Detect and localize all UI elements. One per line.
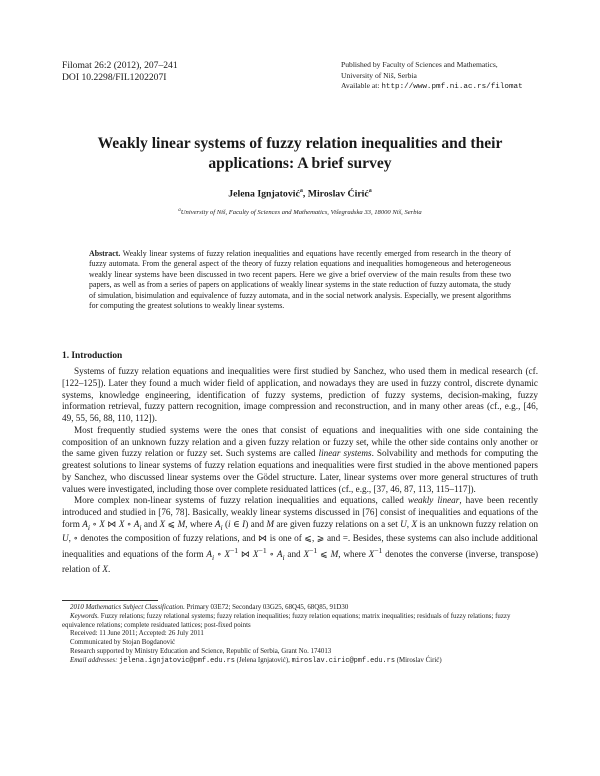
abstract [89, 249, 511, 311]
email-addresses: Email addresses: jelena.ignjatovic@pmf.edu.rs (Jelena Ignjatović), miroslav.ciric@pmf.edu.rs (Miroslav Ćirić) [70, 656, 442, 665]
publisher-line: Published by Faculty of Sciences and Mathematics, [341, 60, 498, 69]
journal-citation: Filomat 26:2 (2012), 207–241 [62, 60, 178, 71]
footnote-divider [62, 600, 158, 601]
doi: DOI 10.2298/FIL1202207I [62, 72, 167, 83]
paragraph-3: More complex non-linear systems of fuzzy relation inequalities and equations, called weakly linear, have been recently introduced and studied in [76, 78]. Basically, weakly linear systems discussed in [76] consist of inequalities and equations of the form $A_i$ ∘ X ⋈ X ∘ $A_i$ and X ⩽ M, where $A_i$ (i ∈ I) and M are given fuzzy relations on a set U, X is an unknown fuzzy relation on U, ∘ denotes the composition of fuzzy relations, and ⋈ is one of ⩽, ⩾ and =. Besides, these systems can also include additional inequalities and equations of the form $A_i$ ∘ $X^{-1}$ ⋈ $X^{-1}$ ∘ $A_i$ and $X^{-1}$ ⩽ M, where $X^{-1}$ denotes the converse (inverse, transpose) relation of X. [62, 495, 539, 574]
author-2: Miroslav Ćirić [307, 188, 369, 200]
journal-header [62, 60, 178, 84]
funding-note: Research supported by Ministry Education and Science, Republic of Serbia, Grant No. 174013 [70, 647, 332, 655]
keywords: Keywords. Fuzzy relations; fuzzy relational systems; fuzzy relation inequalities; fuzzy relation equations; matrix inequalities; residuals of fuzzy relations; fuzzy equivalence relations; complete residuated lattices; post-fixed points [62, 612, 511, 629]
author-1: Jelena Ignjatović [228, 188, 300, 200]
journal-url-link[interactable]: http://www.pmf.ni.ac.rs/filomat [381, 83, 523, 92]
author-2-mark: a [368, 188, 372, 194]
author-separator: , [302, 188, 308, 200]
paragraph-1: Systems of fuzzy relation equations and inequalities were first studied by Sanchez, who used them in medical research (cf. [122–125]). Later they found a much wider field of application, and nowadays they are used in fuzzy control, discrete dynamic systems, knowledge engineering, identification of fuzzy systems, prediction of fuzzy systems, decision-making, fuzzy information retrieval, fuzzy pattern recognition, image compression and reconstruction, and in many other areas (cf., e.g., [46, 49, 55, 56, 88, 110, 112]). [62, 366, 538, 423]
footnotes [62, 604, 538, 666]
available-label: Available at: [341, 81, 380, 91]
abstract-label: Abstract. [89, 249, 121, 258]
email-2-link[interactable]: miroslav.ciric@pmf.edu.rs [291, 656, 395, 665]
affiliation [40, 208, 560, 216]
author-list [40, 188, 560, 199]
publisher-header [341, 60, 523, 93]
affiliation-mark: a [178, 208, 181, 213]
author-1-mark: a [299, 188, 303, 194]
availability-line [341, 81, 523, 93]
communicated-by: Communicated by Stojan Bogdanović [70, 639, 176, 647]
title-line-2: applications: A brief survey [208, 155, 392, 172]
section-heading: 1. Introduction [62, 351, 123, 361]
email-1-link[interactable]: jelena.ignjatovic@pmf.edu.rs [119, 656, 235, 665]
university-line: University of Niš, Serbia [341, 70, 417, 80]
title-line-1: Weakly linear systems of fuzzy relation inequalities and their [97, 135, 503, 152]
paper-title [40, 134, 560, 174]
msc-classification: 2010 Mathematics Subject Classification. Primary 03E72; Secondary 03G25, 68Q45, 68Q85, 91D30 [70, 604, 349, 611]
abstract-text: Weakly linear systems of fuzzy relation inequalities and equations have recently emerged from research in the theory of fuzzy automata. From the general aspect of the theory of fuzzy relation equations and inequalities homogeneous and heterogeneous weakly linear systems have been discussed in two recent papers. Here we give a brief overview of the main results from these two papers, as well as from a series of papers on applications of weakly linear systems in the state reduction of fuzzy automata, the study of simulation, bisimulation and equivalence of fuzzy automata, and in the social network analysis. Especially, we present algorithms for computing the greatest solutions to weakly linear systems. [89, 249, 511, 311]
paragraph-2: Most frequently studied systems were the ones that consist of equations and inequalities with one side containing the composition of an unknown fuzzy relation and a given fuzzy relation or fuzzy set, while the other side contains only another or the same given fuzzy relation or fuzzy set. Such systems are called linear systems. Solvability and methods for computing the greatest solutions to linear systems of fuzzy relation equations and inequalities were first studied in the above mentioned papers by Sanchez, who discussed linear systems over the Gödel structure. Later, linear systems over more general structures of truth values were investigated, including those over complete residuated lattices (cf., e.g., [37, 46, 87, 113, 115–117]). [62, 424, 538, 494]
affiliation-text: University of Niš, Faculty of Sciences and Mathematics, Višegradska 33, 18000 Niš, Serbia [180, 209, 422, 217]
section-body [62, 366, 538, 575]
received-dates: Received: 11 June 2011; Accepted: 26 July 2011 [70, 630, 204, 638]
